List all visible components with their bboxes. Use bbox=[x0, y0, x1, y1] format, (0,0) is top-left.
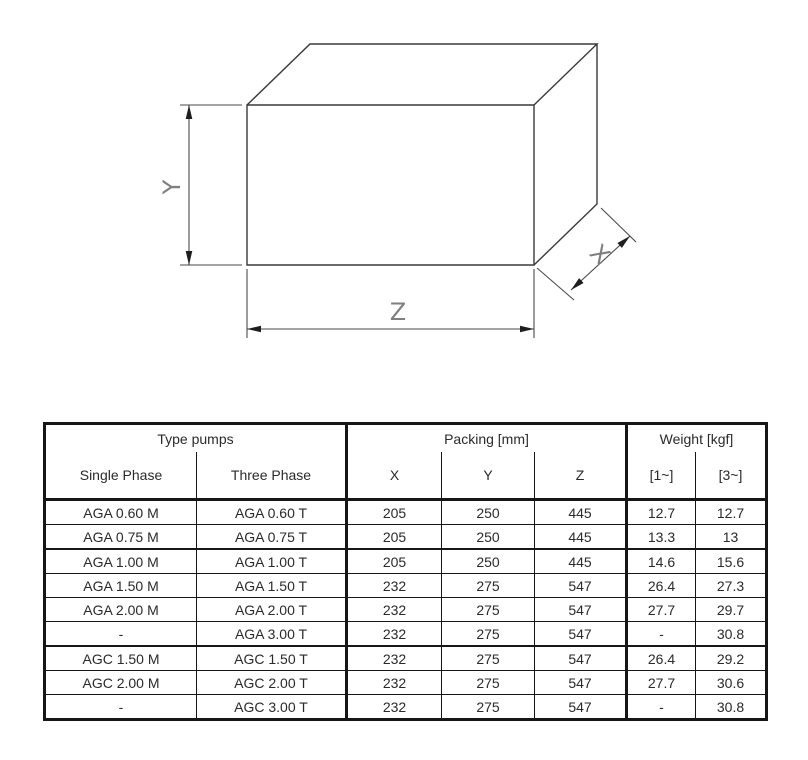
box-right-face bbox=[534, 44, 597, 265]
header-type-pumps: Type pumps bbox=[45, 424, 347, 453]
cell-weight-1ph: 14.6 bbox=[627, 549, 696, 574]
cell-packing-x: 232 bbox=[347, 574, 442, 598]
cell-packing-y: 275 bbox=[442, 671, 535, 695]
header-weight: Weight [kgf] bbox=[627, 424, 767, 453]
cell-single-phase: AGA 2.00 M bbox=[45, 598, 197, 622]
box-top-face bbox=[247, 44, 597, 105]
header-x: X bbox=[347, 452, 442, 500]
dimension-lines bbox=[180, 105, 636, 338]
dim-label-z: Z bbox=[389, 298, 407, 326]
cell-packing-y: 275 bbox=[442, 598, 535, 622]
cell-weight-1ph: 12.7 bbox=[627, 500, 696, 525]
table-row bbox=[45, 525, 767, 550]
table-row bbox=[45, 574, 767, 598]
cell-packing-z: 445 bbox=[535, 549, 627, 574]
cell-single-phase: AGA 1.00 M bbox=[45, 549, 197, 574]
header-y: Y bbox=[442, 452, 535, 500]
cell-weight-3ph: 27.3 bbox=[696, 574, 767, 598]
cell-weight-1ph: 26.4 bbox=[627, 574, 696, 598]
header-single-phase: Single Phase bbox=[45, 452, 197, 500]
cell-packing-y: 275 bbox=[442, 695, 535, 720]
cell-packing-z: 547 bbox=[535, 695, 627, 720]
cell-packing-x: 232 bbox=[347, 695, 442, 720]
cell-single-phase: AGC 1.50 M bbox=[45, 646, 197, 671]
cell-single-phase: AGA 0.75 M bbox=[45, 525, 197, 550]
cell-weight-3ph: 30.6 bbox=[696, 671, 767, 695]
cell-packing-z: 547 bbox=[535, 671, 627, 695]
cell-three-phase: AGA 1.50 T bbox=[197, 574, 347, 598]
header-weight-3ph: [3~] bbox=[696, 452, 767, 500]
x-extension-back bbox=[601, 208, 636, 242]
table-body bbox=[45, 500, 767, 720]
cell-three-phase: AGA 3.00 T bbox=[197, 622, 347, 647]
cell-packing-y: 275 bbox=[442, 646, 535, 671]
cell-single-phase: - bbox=[45, 622, 197, 647]
cell-packing-y: 250 bbox=[442, 500, 535, 525]
cell-weight-1ph: 27.7 bbox=[627, 598, 696, 622]
box-outline bbox=[247, 44, 597, 265]
cell-three-phase: AGC 3.00 T bbox=[197, 695, 347, 720]
cell-weight-3ph: 15.6 bbox=[696, 549, 767, 574]
cell-single-phase: AGA 1.50 M bbox=[45, 574, 197, 598]
table-header bbox=[45, 424, 767, 500]
cell-packing-z: 445 bbox=[535, 500, 627, 525]
cell-three-phase: AGA 1.00 T bbox=[197, 549, 347, 574]
cell-packing-y: 250 bbox=[442, 549, 535, 574]
table-row bbox=[45, 695, 767, 720]
cell-weight-3ph: 29.7 bbox=[696, 598, 767, 622]
cell-three-phase: AGA 0.75 T bbox=[197, 525, 347, 550]
box-front-face bbox=[247, 105, 534, 265]
cell-packing-z: 547 bbox=[535, 646, 627, 671]
cell-weight-1ph: 26.4 bbox=[627, 646, 696, 671]
cell-packing-x: 232 bbox=[347, 622, 442, 647]
cell-packing-x: 205 bbox=[347, 525, 442, 550]
cell-weight-3ph: 29.2 bbox=[696, 646, 767, 671]
cell-packing-x: 232 bbox=[347, 671, 442, 695]
cell-packing-x: 205 bbox=[347, 500, 442, 525]
cell-packing-x: 232 bbox=[347, 598, 442, 622]
spec-table bbox=[43, 422, 768, 721]
dim-label-x: X bbox=[583, 238, 616, 271]
x-extension-front bbox=[537, 268, 574, 300]
cell-weight-3ph: 30.8 bbox=[696, 622, 767, 647]
cell-packing-z: 547 bbox=[535, 574, 627, 598]
cell-packing-x: 232 bbox=[347, 646, 442, 671]
cell-weight-1ph: 13.3 bbox=[627, 525, 696, 550]
cell-packing-y: 275 bbox=[442, 574, 535, 598]
dim-label-y: Y bbox=[158, 179, 186, 195]
table-row bbox=[45, 500, 767, 525]
table-row bbox=[45, 671, 767, 695]
header-group-row bbox=[45, 424, 767, 453]
cell-packing-z: 547 bbox=[535, 622, 627, 647]
cell-weight-3ph: 13 bbox=[696, 525, 767, 550]
cell-three-phase: AGA 0.60 T bbox=[197, 500, 347, 525]
cell-packing-x: 205 bbox=[347, 549, 442, 574]
cell-packing-z: 445 bbox=[535, 525, 627, 550]
header-three-phase: Three Phase bbox=[197, 452, 347, 500]
cell-three-phase: AGC 2.00 T bbox=[197, 671, 347, 695]
cell-single-phase: AGA 0.60 M bbox=[45, 500, 197, 525]
header-sub-row bbox=[45, 452, 767, 500]
cell-weight-3ph: 12.7 bbox=[696, 500, 767, 525]
cell-three-phase: AGA 2.00 T bbox=[197, 598, 347, 622]
table-row bbox=[45, 646, 767, 671]
cell-packing-z: 547 bbox=[535, 598, 627, 622]
table-row bbox=[45, 549, 767, 574]
cell-weight-1ph: - bbox=[627, 622, 696, 647]
cell-weight-3ph: 30.8 bbox=[696, 695, 767, 720]
cell-single-phase: - bbox=[45, 695, 197, 720]
table-row bbox=[45, 598, 767, 622]
cell-three-phase: AGC 1.50 T bbox=[197, 646, 347, 671]
cell-single-phase: AGC 2.00 M bbox=[45, 671, 197, 695]
cell-packing-y: 250 bbox=[442, 525, 535, 550]
header-z: Z bbox=[535, 452, 627, 500]
header-weight-1ph: [1~] bbox=[627, 452, 696, 500]
cell-weight-1ph: - bbox=[627, 695, 696, 720]
header-packing: Packing [mm] bbox=[347, 424, 627, 453]
table-row bbox=[45, 622, 767, 647]
cell-packing-y: 275 bbox=[442, 622, 535, 647]
cell-weight-1ph: 27.7 bbox=[627, 671, 696, 695]
